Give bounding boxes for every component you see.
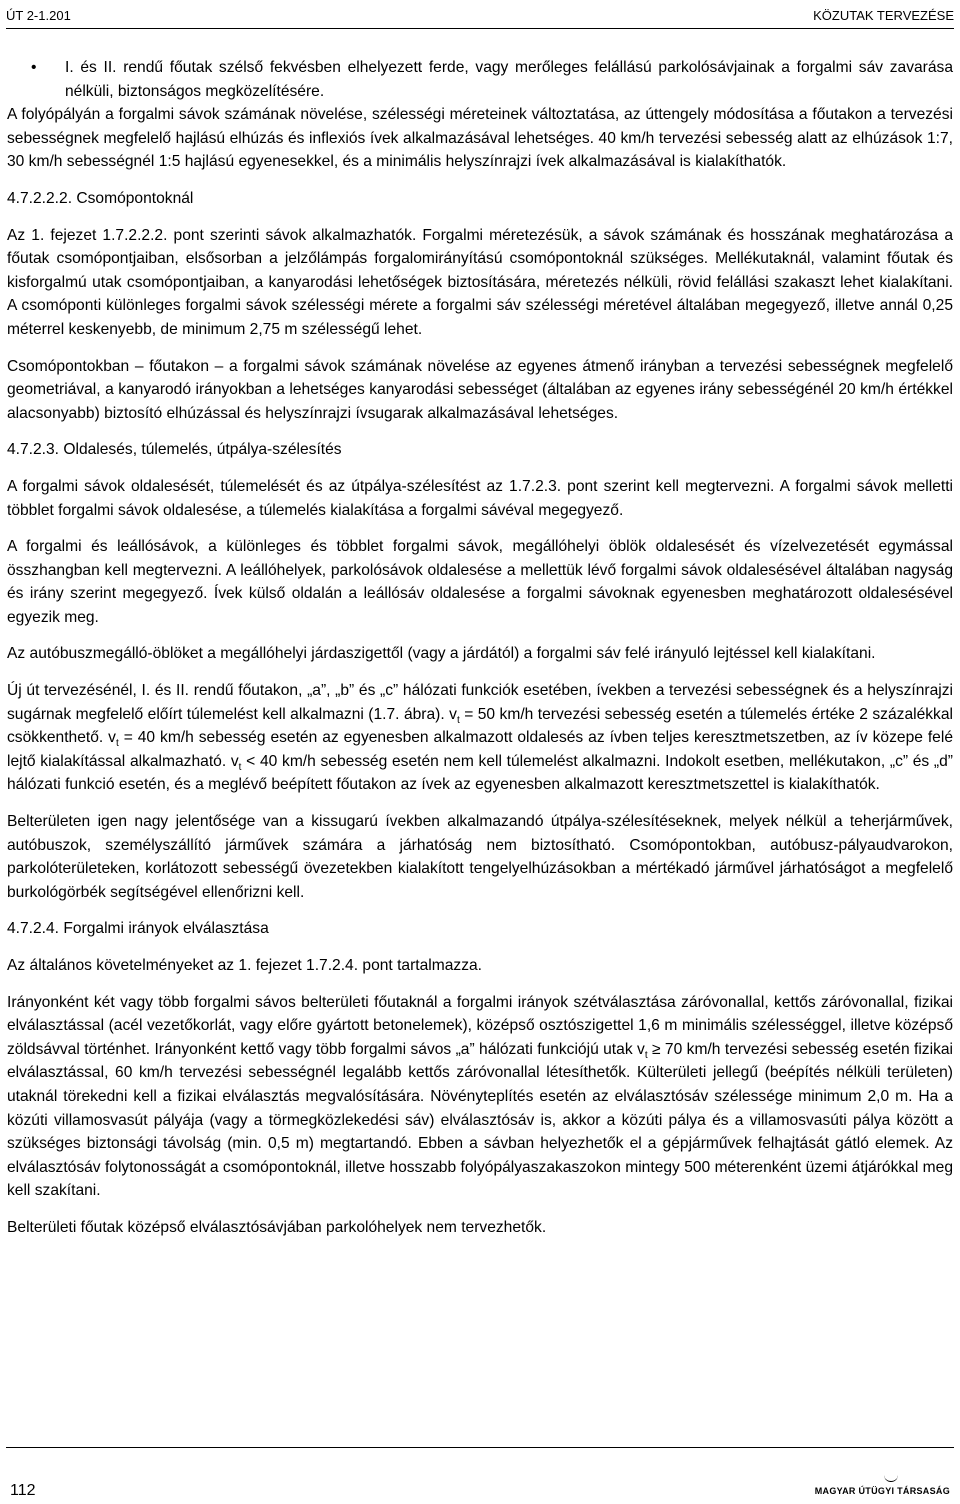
text-run: Új út tervezésénél, I. és II. rendű főutakon, „a”, „b” és „c” hálózati funkciók esetében, ívekben a tervezési sebességnek és a helyszínrajzi sugárnak megfelelő előírt túlemelést kell alkalmazni (1.7. ábra). v bbox=[7, 682, 953, 723]
text-run: Irányonként két vagy több forgalmi sávos belterületi főutaknál a forgalmi irányok szétválasztása záróvonallal, kettős záróvonallal, fizikai elválasztással (acél vezetőkorlát, vagy előre gyártott betonelemek), középső osztószigettel 1,6 m minimális szélességgel, illetve középső zöldsávval történhet. Irányonként kettő vagy több forgalmi sávos „a” hálózati funkciójú utak v bbox=[7, 993, 953, 1058]
logo-icon bbox=[884, 1475, 898, 1482]
subscript: t bbox=[456, 714, 460, 726]
paragraph: Belterületi főutak középső elválasztósávjában parkolóhelyek nem tervezhetők. bbox=[7, 1218, 547, 1236]
body-text bbox=[7, 56, 953, 1253]
paragraph: Csomópontokban – főutakon – a forgalmi sávok számának növelése az egyenes átmenő irányban a tervezési sebességnek megfelelő geometriával, a kanyarodó irányokban a lehetséges kanyarodási sebességet (általában az egyenes irány sebességénél 20 km/h értékkel alacsonyabb) biztosító elhúzással és helyszínrajzi ívsugarak alkalmazásával lehetséges. bbox=[7, 357, 953, 422]
section-heading: 4.7.2.4. Forgalmi irányok elválasztása bbox=[7, 920, 269, 938]
section-heading: 4.7.2.2.2. Csomópontoknál bbox=[7, 189, 194, 207]
text-run: = 50 km/h tervezési sebesség esetén a túlemelés értéke 2 százalékkal csökkenthető. v bbox=[7, 705, 953, 747]
bullet-text: I. és II. rendű főutak szélső fekvésben elhelyezett ferde, vagy merőleges felállású parkolósávjainak a forgalmi sáv zavarása nélküli, biztonságos megközelítésére. bbox=[65, 59, 953, 100]
paragraph bbox=[7, 991, 953, 1203]
paragraph: A forgalmi sávok oldalesését, túlemelését és az útpálya-szélesítést az 1.7.2.3. pont szerint kell megtervezni. A forgalmi sávok melletti többlet forgalmi sávok oldalesése, a túlemelés kialakítása a forgalmi sávéval megegyező. bbox=[7, 477, 953, 519]
paragraph: Az általános követelményeket az 1. fejezet 1.7.2.4. pont tartalmazza. bbox=[7, 957, 483, 974]
page-number: 112 bbox=[10, 1482, 36, 1499]
paragraph: Belterületen igen nagy jelentősége van a kissugarú ívekben alkalmazandó útpálya-szélesítéseknek, melyek nélkül a teherjárművek, autóbuszok, személyszállító járművek számára a járhatóság nem biztosítható. Csomópontokban, autóbusz-pályaudvarokon, parkolóterületeken, korlátozott sebességű övezetekben kialakított tengelyelhúzásokban a mértékadó járművel járhatóságot a megfelelő burkológörbék segítségével ellenőrizni kell. bbox=[7, 813, 953, 901]
section-heading: 4.7.2.3. Oldalesés, túlemelés, útpálya-szélesítés bbox=[7, 441, 342, 459]
subscript: t bbox=[644, 1049, 648, 1061]
page-header bbox=[6, 6, 954, 29]
subscript: t bbox=[238, 761, 242, 773]
publisher-name: MAGYAR ÚTÜGYI TÁRSASÁG bbox=[814, 1486, 950, 1496]
paragraph: Az 1. fejezet 1.7.2.2.2. pont szerinti sávok alkalmazhatók. Forgalmi méretezésük, a sávok számának és hosszának meghatározása a főutak csomópontjaiban, elsősorban a jelzőlámpás forgalomirányítású csomópontoknál szükséges. Mellékutaknál, valamint főutak és kisforgalmú utak csomópontjaiban, a kanyarodási lehetőségek biztosítására, méretezés nélküli, rövid felállási szakaszt lehet kialakítani. A csomóponti különleges forgalmi sávok szélességi mérete a forgalmi sáv szélességi méretével általában megegyező, illetve annál 0,25 méterrel keskenyebb, de minimum 2,75 m szélességű lehet. bbox=[7, 226, 953, 338]
paragraph: A folyópályán a forgalmi sávok számának növelése, szélességi méreteinek változtatása, az úttengely módosítása a főutakon a tervezési sebességnek megfelelő hajlású elhúzás és inflexiós ívek alkalmazásával lehetséges. 40 km/h tervezési sebesség alatt az elhúzások 1:7, 30 km/h sebességnél 1:5 hajlású egyenesekkel, és a minimális helyszínrajzi ívek alkalmazásával is kialakíthatók. bbox=[7, 106, 953, 171]
paragraph: A forgalmi és leállósávok, a különleges és többlet forgalmi sávok, megállóhelyi öblök oldalesését és vízelvezetését egymással összhangban kell megtervezni. A leállóhelyek, parkolósávok oldalesése a mellettük lévő forgalmi sávok oldalesésével általában nagyság és irány szerint megegyező. Ívek külső oldalán a leállósáv oldalesése a forgalmi sávoknak egyenesben meghatározott oldalesésével egyezik meg. bbox=[7, 538, 953, 626]
section-title: KÖZUTAK TERVEZÉSE bbox=[813, 8, 954, 23]
text-run: ≥ 70 km/h tervezési sebesség esetén fizikai elválasztással, 60 km/h tervezési sebességnél legalább kettős záróvonallal létesíthetők. Külterületi jellegű (beépítés nélküli területen) utaknál törekedni kell a fizikai elválasztás megvalósítására. Növényteplítés esetén az elválasztósáv szélessége minimum 2,0 m. Ha a közúti villamosvasút pályája (vagy a törmegközlekedési sáv) elválasztósáv is, akkor a közúti pálya és a villamosvasúti pálya között a szükséges biztonsági távolság (min. 0,5 m) megtartandó. Ebben a sávban helyezhetők el a gépjárművek felhajtását gátló elemek. Az elválasztósáv folytonosságát a csomópontoknál, illetve hosszabb folyópályaszakaszokon mintegy 500 méterenként üzemi átjárókkal meg kell szakítani. bbox=[7, 1040, 953, 1200]
text-run: = 40 km/h sebesség esetén az egyenesben alkalmazott oldalesés az ívben teljes keresztmetszetben, az ív közepe felé lejtő kialakítással alkalmazható. v bbox=[7, 729, 953, 770]
subscript: t bbox=[115, 738, 119, 750]
standard-code: ÚT 2-1.201 bbox=[6, 8, 71, 23]
bullet-item bbox=[7, 56, 953, 103]
paragraph: Az autóbuszmegálló-öblöket a megállóhelyi járdaszigettől (vagy a járdától) a forgalmi sáv felé irányuló lejtéssel kell kialakítani. bbox=[7, 645, 876, 663]
paragraph bbox=[7, 679, 953, 797]
bullet-icon: • bbox=[31, 59, 37, 76]
text-run: < 40 km/h sebesség esetén nem kell túlemelést alkalmazni. Indokolt esetben, mellékutakon, „c” és „d” hálózati funkció esetén, és a meglévő beépített főutakon az ívek az egyenesben alkalmazott keresztmetszettel is kialakíthatók. bbox=[7, 752, 953, 794]
page-footer bbox=[6, 1447, 954, 1504]
